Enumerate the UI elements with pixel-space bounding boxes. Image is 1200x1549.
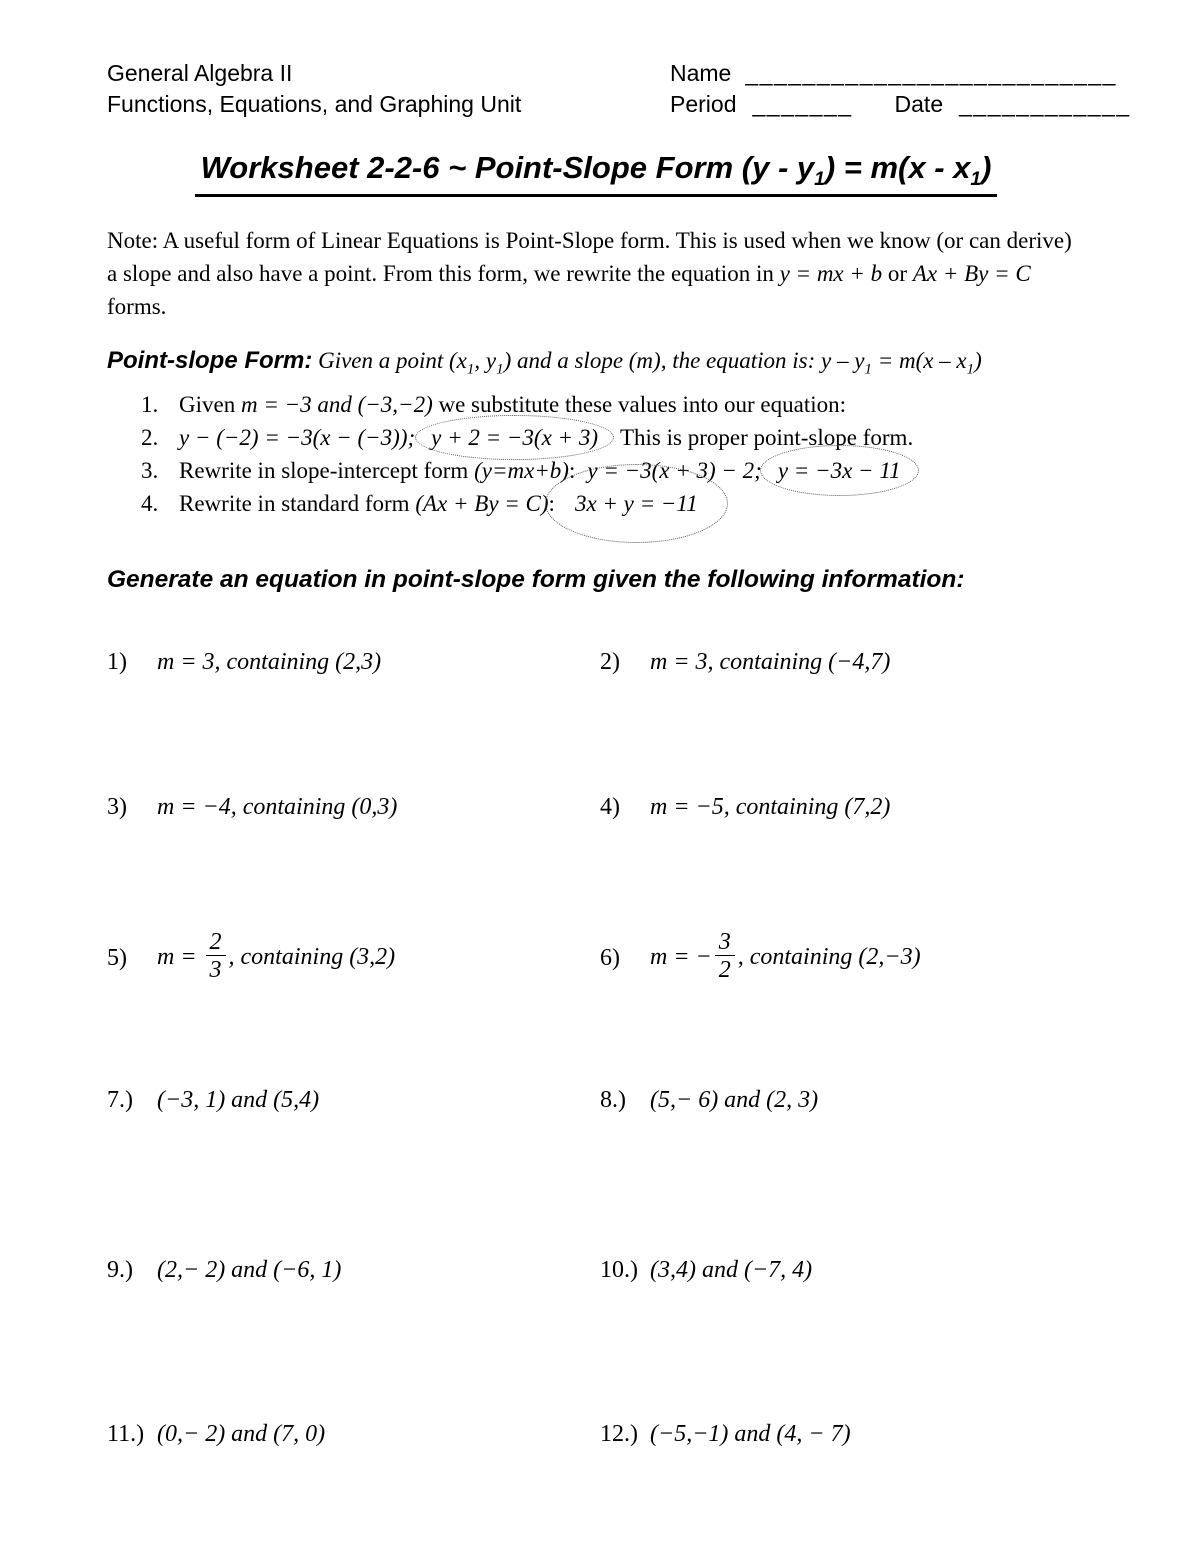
point-slope-formula: Given a point ($x_1$, $y_1$) and a slope (m), the equation is: $y - y_1 = m(x - x_1)$	[312, 348, 982, 378]
problem-10	[600, 1254, 1085, 1286]
example-step-2	[107, 421, 1085, 454]
header-right	[670, 58, 1131, 120]
problem-text: m = 3, containing (2,3)	[157, 648, 382, 675]
step-number: 3.	[141, 457, 159, 483]
problem-9	[107, 1254, 600, 1286]
step-number: 2.	[141, 424, 159, 450]
step-3-form: (y=mx+b)	[474, 457, 569, 483]
problem-number: 10.)	[600, 1256, 638, 1283]
problem-number: 3)	[107, 793, 127, 820]
formula-subscript: 1	[864, 361, 872, 378]
note-equation-standard: Ax + By = C	[912, 261, 1031, 287]
note-equation-slope-intercept: y = mx + b	[779, 261, 883, 287]
problem-row	[107, 1254, 1085, 1286]
title-row	[107, 150, 1085, 197]
formula-subscript: 1	[966, 361, 975, 378]
problem-text: m = −5, containing (7,2)	[650, 793, 891, 820]
step-text: Rewrite in standard form (Ax + By = C): 3x + y = −11	[179, 487, 734, 520]
title-text: Worksheet 2-2-6 ~ Point-Slope Form (y - y	[200, 150, 815, 185]
period-date-row	[670, 89, 1131, 120]
problem-text: (3,4) and (−7, 4)	[650, 1256, 813, 1283]
step-text: Rewrite in slope-intercept form (y=mx+b): y = −3(x + 3) − 2; y = −3x − 11	[179, 454, 923, 487]
example-step-1	[107, 388, 1085, 421]
point-slope-definition	[107, 347, 1085, 379]
problem-number: 12.)	[600, 1420, 638, 1447]
fraction	[206, 929, 226, 984]
course-name: General Algebra II	[107, 60, 293, 86]
problem-5	[107, 929, 600, 988]
step-text: Given m = −3 and (−3,−2) we substitute these values into our equation:	[179, 391, 847, 417]
header-left	[107, 58, 670, 120]
problem-text: (−5,−1) and (4, − 7)	[650, 1420, 851, 1447]
step-4-circled-answer: 3x + y = −11	[575, 487, 698, 520]
problem-number: 8.)	[600, 1086, 626, 1113]
problem-text: (5,− 6) and (2, 3)	[650, 1086, 819, 1113]
fraction	[715, 929, 735, 984]
problem-number: 4)	[600, 793, 620, 820]
step-4-form: (Ax + By = C)	[415, 490, 549, 516]
problem-number: 7.)	[107, 1086, 133, 1113]
note-text: forms.	[107, 294, 167, 320]
date-blank-line: ____________	[959, 91, 1131, 117]
problem-6	[600, 929, 1085, 988]
problem-text: m = −4, containing (0,3)	[157, 793, 398, 820]
step-text: y − (−2) = −3(x − (−3)); y + 2 = −3(x + 3) This is proper point-slope form.	[179, 421, 913, 454]
name-blank-line: __________________________	[745, 60, 1117, 86]
note-paragraph	[107, 224, 1085, 323]
problem-row	[107, 929, 1085, 988]
problem-number: 1)	[107, 648, 127, 675]
note-text: Note: A useful form of Linear Equations is Point-Slope form. This is used when we know (or can derive) a slope and also have a point. From this form, we rewrite the equation in	[107, 228, 1072, 287]
step-number: 4.	[141, 490, 159, 516]
period-label: Period	[670, 91, 737, 117]
problem-row	[107, 791, 1085, 823]
problem-8	[600, 1084, 1085, 1116]
problems-list	[107, 646, 1085, 1450]
step-2-circled-answer: y + 2 = −3(x + 3)	[431, 421, 598, 454]
title-text: ) = m(x - x	[824, 150, 971, 185]
page-title	[195, 150, 998, 197]
fraction-denominator: 3	[209, 957, 222, 984]
problem-number: 6)	[600, 945, 620, 972]
period-blank-line: _______	[752, 91, 853, 117]
problem-row	[107, 1084, 1085, 1116]
point-slope-label: Point-slope Form:	[107, 347, 313, 375]
problem-4	[600, 791, 1085, 823]
step-3-circled-answer: y = −3x − 11	[778, 454, 901, 487]
fraction-numerator: 3	[715, 929, 735, 956]
problem-row	[107, 646, 1085, 678]
problem-text: (−3, 1) and (5,4)	[157, 1086, 320, 1113]
problem-text: m = 3, containing (−4,7)	[650, 648, 891, 675]
problem-1	[107, 646, 600, 678]
fraction-denominator: 2	[718, 957, 731, 984]
problem-number: 9.)	[107, 1256, 133, 1283]
formula-subscript: 1	[466, 361, 475, 378]
step-number: 1.	[141, 391, 159, 417]
step-3-work: y = −3(x + 3) − 2;	[587, 457, 762, 483]
problem-2	[600, 646, 1085, 678]
example-step-4	[107, 487, 1085, 520]
problem-3	[107, 791, 600, 823]
problem-number: 11.)	[107, 1420, 145, 1447]
problem-row	[107, 1418, 1085, 1450]
problem-7	[107, 1084, 600, 1116]
problem-text: m = − $\frac{3}{2}$ , containing (2,−3)	[650, 928, 921, 984]
step-1-math: m = −3 and (−3,−2)	[240, 391, 433, 417]
example-steps	[107, 388, 1085, 520]
name-row	[670, 58, 1131, 89]
formula-subscript: 1	[496, 361, 504, 378]
title-subscript: 1	[814, 169, 825, 191]
problem-12	[600, 1418, 1085, 1450]
name-label: Name	[670, 60, 732, 86]
note-text: or	[882, 261, 913, 287]
fraction-numerator: 2	[206, 929, 226, 956]
problem-number: 2)	[600, 648, 620, 675]
unit-name: Functions, Equations, and Graphing Unit	[107, 91, 522, 117]
date-label: Date	[894, 91, 944, 117]
problem-text: m = $\frac{2}{3}$ , containing (3,2)	[157, 928, 396, 984]
problem-number: 5)	[107, 945, 127, 972]
title-subscript: 1	[970, 169, 982, 191]
problem-text: (2,− 2) and (−6, 1)	[157, 1256, 342, 1283]
section-heading: Generate an equation in point-slope form given the following information:	[107, 565, 965, 593]
header	[107, 58, 1131, 120]
title-text: )	[981, 150, 992, 185]
step-2-substitution: y − (−2) = −3(x − (−3));	[179, 424, 416, 450]
problem-text: (0,− 2) and (7, 0)	[157, 1420, 326, 1447]
problem-11	[107, 1418, 600, 1450]
